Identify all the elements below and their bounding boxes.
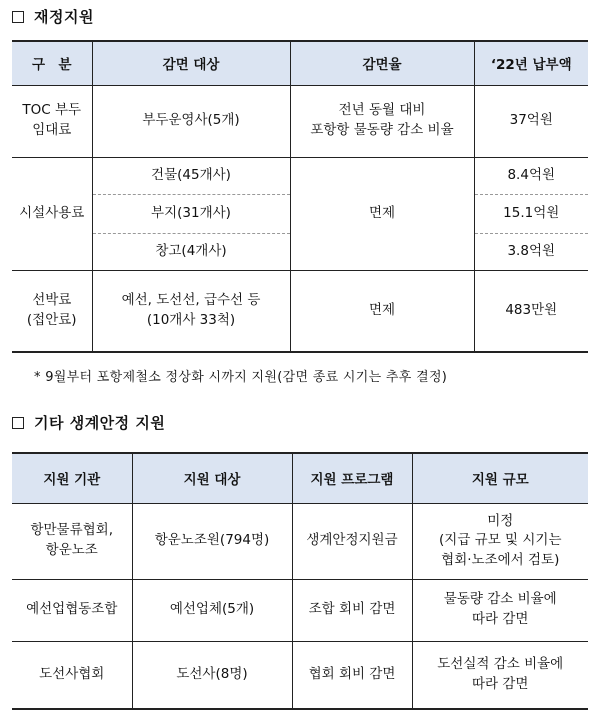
cell-scale: 도선실적 감소 비율에 따라 감면: [412, 641, 588, 709]
table-header-row: [12, 453, 588, 503]
table-row: [12, 579, 588, 641]
cell-category: 선박료 (접안료): [12, 270, 92, 352]
cell-program: 조합 회비 감면: [292, 579, 412, 641]
cell-target: 창고(4개사): [92, 233, 290, 270]
cell-target: 항운노조원(794명): [132, 503, 292, 579]
cell-amount: 8.4억원: [474, 157, 588, 194]
header-scale: 지원 규모: [412, 453, 588, 503]
header-rate: 감면율: [290, 41, 474, 85]
finance-support-table: [12, 40, 588, 353]
cell-rate: 전년 동월 대비 포항항 물동량 감소 비율: [290, 85, 474, 157]
section-title-text: 기타 생계안정 지원: [34, 414, 166, 432]
cell-category: TOC 부두 임대료: [12, 85, 92, 157]
cell-rate: 면제: [290, 270, 474, 352]
section-title-livelihood: [12, 412, 165, 433]
cell-target: 건물(45개사): [92, 157, 290, 194]
section-title-text: 재정지원: [34, 8, 94, 26]
checkbox-square-icon: [12, 417, 24, 429]
cell-target: 예선업체(5개): [132, 579, 292, 641]
cell-rate: 면제: [290, 157, 474, 270]
header-program: 지원 프로그램: [292, 453, 412, 503]
cell-target: 도선사(8명): [132, 641, 292, 709]
cell-scale: 물동량 감소 비율에 따라 감면: [412, 579, 588, 641]
cell-program: 생계안정지원금: [292, 503, 412, 579]
header-target: 지원 대상: [132, 453, 292, 503]
table-header-row: [12, 41, 588, 85]
header-category: 구 분: [12, 41, 92, 85]
livelihood-support-table: [12, 452, 588, 710]
cell-org: 항만물류협회, 항운노조: [12, 503, 132, 579]
table-row: [12, 503, 588, 579]
section-title-finance: [12, 6, 94, 27]
cell-amount: 15.1억원: [474, 194, 588, 233]
cell-target: 예선, 도선선, 급수선 등 (10개사 33척): [92, 270, 290, 352]
cell-amount: 37억원: [474, 85, 588, 157]
table-row: [12, 157, 588, 194]
footnote: * 9월부터 포항제철소 정상화 시까지 지원(감면 종료 시기는 추후 결정): [34, 370, 448, 385]
header-amount: ‘22년 납부액: [474, 41, 588, 85]
cell-target: 부두운영사(5개): [92, 85, 290, 157]
cell-target: 부지(31개사): [92, 194, 290, 233]
header-target: 감면 대상: [92, 41, 290, 85]
header-org: 지원 기관: [12, 453, 132, 503]
cell-org: 예선업협동조합: [12, 579, 132, 641]
cell-amount: 483만원: [474, 270, 588, 352]
cell-amount: 3.8억원: [474, 233, 588, 270]
cell-org: 도선사협회: [12, 641, 132, 709]
cell-scale: 미정 (지급 규모 및 시기는 협회·노조에서 검토): [412, 503, 588, 579]
cell-category: 시설사용료: [12, 157, 92, 270]
checkbox-square-icon: [12, 11, 24, 23]
table-row: [12, 85, 588, 157]
cell-program: 협회 회비 감면: [292, 641, 412, 709]
table-row: [12, 270, 588, 352]
table-row: [12, 641, 588, 709]
